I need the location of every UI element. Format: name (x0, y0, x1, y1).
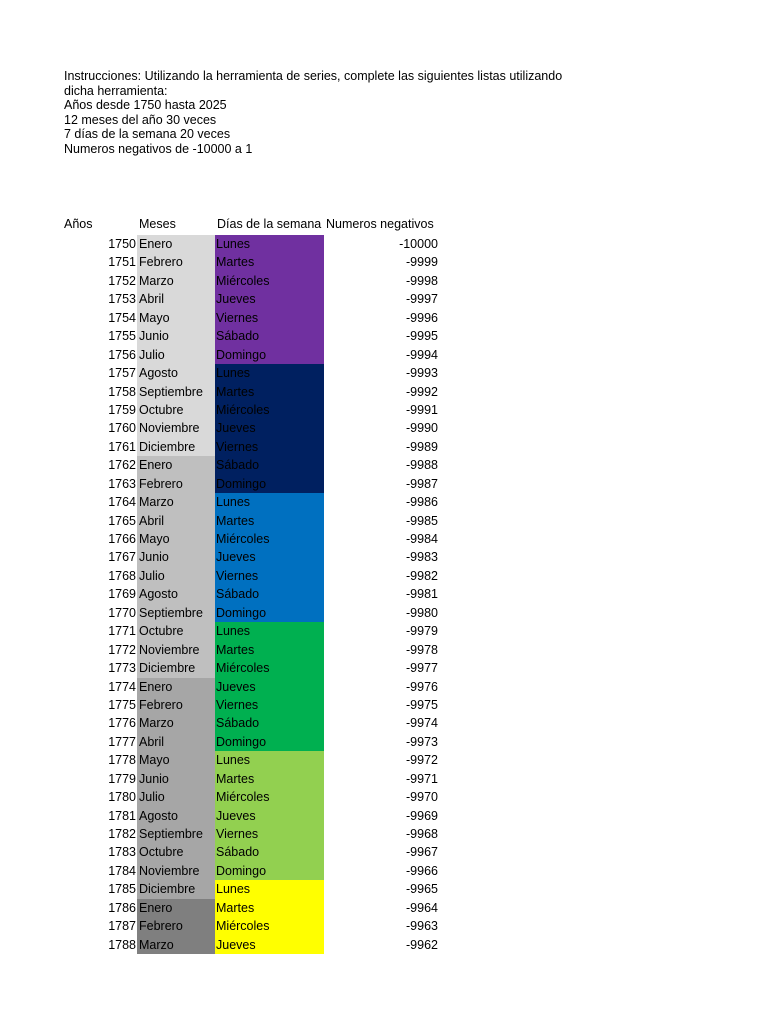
negative-cell[interactable]: -9976 (406, 679, 438, 694)
table-row (0, 714, 768, 732)
day-cell[interactable]: Sábado (215, 327, 324, 345)
negative-cell[interactable]: -9963 (406, 919, 438, 934)
negative-cell[interactable]: -9964 (406, 900, 438, 915)
table-row (0, 862, 768, 880)
month-cell[interactable]: Agosto (137, 364, 215, 382)
year-cell[interactable]: 1761 (108, 439, 136, 454)
year-cell[interactable]: 1776 (108, 716, 136, 731)
month-cell[interactable]: Enero (137, 899, 215, 917)
day-cell[interactable]: Jueves (215, 807, 324, 825)
day-cell[interactable]: Miércoles (215, 272, 324, 290)
day-cell[interactable]: Lunes (215, 364, 324, 382)
year-cell[interactable]: 1781 (108, 808, 136, 823)
day-cell[interactable]: Lunes (215, 493, 324, 511)
day-cell[interactable]: Lunes (215, 880, 324, 898)
month-cell[interactable]: Julio (137, 788, 215, 806)
negative-cell[interactable]: -9993 (406, 366, 438, 381)
day-cell[interactable]: Viernes (215, 696, 324, 714)
month-cell[interactable]: Diciembre (137, 659, 215, 677)
table-row (0, 475, 768, 493)
year-cell[interactable]: 1754 (108, 310, 136, 325)
negative-cell[interactable]: -9970 (406, 790, 438, 805)
year-cell[interactable]: 1780 (108, 790, 136, 805)
table-row (0, 899, 768, 917)
table-row (0, 512, 768, 530)
day-cell[interactable]: Martes (215, 770, 324, 788)
month-cell[interactable]: Noviembre (137, 862, 215, 880)
year-cell[interactable]: 1762 (108, 458, 136, 473)
negative-cell[interactable]: -9992 (406, 384, 438, 399)
table-row (0, 383, 768, 401)
month-cell[interactable]: Junio (137, 770, 215, 788)
table-row (0, 419, 768, 437)
day-cell[interactable]: Martes (215, 383, 324, 401)
day-cell[interactable]: Miércoles (215, 788, 324, 806)
year-cell[interactable]: 1757 (108, 366, 136, 381)
month-cell[interactable]: Enero (137, 235, 215, 253)
instruction-line: dicha herramienta: (64, 83, 168, 98)
month-cell[interactable]: Octubre (137, 622, 215, 640)
month-cell[interactable]: Noviembre (137, 419, 215, 437)
year-cell[interactable]: 1760 (108, 421, 136, 436)
month-cell[interactable]: Diciembre (137, 880, 215, 898)
day-cell[interactable]: Sábado (215, 714, 324, 732)
month-cell[interactable]: Agosto (137, 585, 215, 603)
year-cell[interactable]: 1756 (108, 347, 136, 362)
month-cell[interactable]: Febrero (137, 696, 215, 714)
table-row (0, 936, 768, 954)
negative-cell[interactable]: -9978 (406, 642, 438, 657)
year-cell[interactable]: 1774 (108, 679, 136, 694)
table-row (0, 401, 768, 419)
year-cell[interactable]: 1772 (108, 642, 136, 657)
month-cell[interactable]: Diciembre (137, 438, 215, 456)
month-cell[interactable]: Julio (137, 346, 215, 364)
month-cell[interactable]: Abril (137, 290, 215, 308)
year-cell[interactable]: 1773 (108, 661, 136, 676)
year-cell[interactable]: 1759 (108, 402, 136, 417)
instruction-line: 12 meses del año 30 veces (64, 112, 217, 127)
day-cell[interactable]: Martes (215, 899, 324, 917)
negative-cell[interactable]: -9980 (406, 605, 438, 620)
year-cell[interactable]: 1775 (108, 697, 136, 712)
negative-cell[interactable]: -9995 (406, 329, 438, 344)
month-cell[interactable]: Febrero (137, 475, 215, 493)
month-cell[interactable]: Junio (137, 548, 215, 566)
table-row (0, 290, 768, 308)
day-cell[interactable]: Viernes (215, 567, 324, 585)
day-cell[interactable]: Miércoles (215, 659, 324, 677)
negative-cell[interactable]: -9991 (406, 402, 438, 417)
month-cell[interactable]: Abril (137, 733, 215, 751)
negative-cell[interactable]: -9972 (406, 753, 438, 768)
month-cell[interactable]: Marzo (137, 493, 215, 511)
year-cell[interactable]: 1778 (108, 753, 136, 768)
month-cell[interactable]: Junio (137, 327, 215, 345)
day-cell[interactable]: Jueves (215, 678, 324, 696)
year-cell[interactable]: 1755 (108, 329, 136, 344)
year-cell[interactable]: 1767 (108, 550, 136, 565)
year-cell[interactable]: 1763 (108, 476, 136, 491)
month-cell[interactable]: Mayo (137, 530, 215, 548)
negative-cell[interactable]: -9986 (406, 495, 438, 510)
negative-cell[interactable]: -9998 (406, 273, 438, 288)
year-cell[interactable]: 1766 (108, 532, 136, 546)
year-cell[interactable]: 1771 (108, 624, 136, 639)
year-cell[interactable]: 1784 (108, 863, 136, 878)
year-cell[interactable]: 1758 (108, 384, 136, 399)
month-cell[interactable]: Marzo (137, 272, 215, 290)
table-row (0, 456, 768, 474)
month-cell[interactable]: Enero (137, 456, 215, 474)
negative-cell[interactable]: -9984 (406, 532, 438, 546)
month-cell[interactable]: Enero (137, 678, 215, 696)
negative-cell[interactable]: -9994 (406, 347, 438, 362)
month-cell[interactable]: Septiembre (137, 604, 215, 622)
negative-cell[interactable]: -9967 (406, 845, 438, 860)
day-cell[interactable]: Jueves (215, 290, 324, 308)
year-cell[interactable]: 1752 (108, 273, 136, 288)
year-cell[interactable]: 1787 (108, 919, 136, 934)
day-cell[interactable]: Viernes (215, 825, 324, 843)
negative-cell[interactable]: -9975 (406, 697, 438, 712)
negative-cell[interactable]: -9962 (406, 937, 438, 952)
day-cell[interactable]: Miércoles (215, 530, 324, 548)
year-cell[interactable]: 1785 (108, 882, 136, 897)
day-cell[interactable]: Sábado (215, 843, 324, 861)
day-cell[interactable]: Lunes (215, 622, 324, 640)
negative-cell[interactable]: -9965 (406, 882, 438, 897)
month-cell[interactable]: Mayo (137, 751, 215, 769)
table-row (0, 659, 768, 677)
year-cell[interactable]: 1782 (108, 827, 136, 841)
instruction-line: Años desde 1750 hasta 2025 (64, 98, 227, 113)
negative-cell[interactable]: -9974 (406, 716, 438, 731)
table-row (0, 880, 768, 898)
table-row (0, 622, 768, 640)
month-cell[interactable]: Septiembre (137, 825, 215, 843)
day-cell[interactable]: Lunes (215, 751, 324, 769)
table-row (0, 253, 768, 271)
negative-cell[interactable]: -9981 (406, 587, 438, 602)
year-cell[interactable]: 1777 (108, 734, 136, 749)
table-row (0, 751, 768, 769)
negative-cell[interactable]: -9985 (406, 513, 438, 528)
negative-cell[interactable]: -10000 (399, 237, 438, 251)
day-cell[interactable]: Martes (215, 512, 324, 530)
negative-cell[interactable]: -9973 (406, 734, 438, 749)
table-row (0, 493, 768, 511)
table-row (0, 641, 768, 659)
negative-cell[interactable]: -9966 (406, 863, 438, 878)
year-cell[interactable]: 1779 (108, 771, 136, 786)
month-cell[interactable]: Febrero (137, 917, 215, 935)
year-cell[interactable]: 1788 (108, 937, 136, 952)
table-row (0, 825, 768, 843)
month-cell[interactable]: Noviembre (137, 641, 215, 659)
table-row (0, 917, 768, 935)
month-cell[interactable]: Febrero (137, 253, 215, 271)
table-row (0, 235, 768, 253)
instructions (64, 69, 562, 157)
table-row (0, 438, 768, 456)
year-cell[interactable]: 1750 (108, 237, 136, 251)
table-row (0, 364, 768, 382)
table-row (0, 696, 768, 714)
negative-cell[interactable]: -9988 (406, 458, 438, 473)
day-cell[interactable]: Sábado (215, 456, 324, 474)
day-cell[interactable]: Viernes (215, 309, 324, 327)
day-cell[interactable]: Domingo (215, 346, 324, 364)
year-cell[interactable]: 1768 (108, 568, 136, 583)
day-cell[interactable]: Lunes (215, 235, 324, 253)
negative-cell[interactable]: -9977 (406, 661, 438, 676)
day-cell[interactable]: Viernes (215, 438, 324, 456)
table-row (0, 733, 768, 751)
table-row (0, 309, 768, 327)
instruction-line: 7 días de la semana 20 veces (64, 127, 231, 142)
table-row (0, 327, 768, 345)
negative-cell[interactable]: -9987 (406, 476, 438, 491)
year-cell[interactable]: 1769 (108, 587, 136, 602)
header-days[interactable]: Días de la semana (217, 217, 322, 231)
table-row (0, 843, 768, 861)
year-cell[interactable]: 1765 (108, 513, 136, 528)
header-negatives[interactable]: Numeros negativos (326, 217, 434, 231)
table-row (0, 770, 768, 788)
day-cell[interactable]: Sábado (215, 585, 324, 603)
day-cell[interactable]: Domingo (215, 475, 324, 493)
month-cell[interactable]: Octubre (137, 401, 215, 419)
negative-cell[interactable]: -9990 (406, 421, 438, 436)
data-table (0, 235, 768, 954)
year-cell[interactable]: 1751 (108, 255, 136, 270)
month-cell[interactable]: Abril (137, 512, 215, 530)
day-cell[interactable]: Jueves (215, 936, 324, 954)
table-row (0, 272, 768, 290)
day-cell[interactable]: Jueves (215, 548, 324, 566)
table-row (0, 678, 768, 696)
month-cell[interactable]: Agosto (137, 807, 215, 825)
year-cell[interactable]: 1786 (108, 900, 136, 915)
day-cell[interactable]: Miércoles (215, 917, 324, 935)
year-cell[interactable]: 1783 (108, 845, 136, 860)
negative-cell[interactable]: -9969 (406, 808, 438, 823)
month-cell[interactable]: Julio (137, 567, 215, 585)
day-cell[interactable]: Martes (215, 641, 324, 659)
negative-cell[interactable]: -9999 (406, 255, 438, 270)
negative-cell[interactable]: -9983 (406, 550, 438, 565)
day-cell[interactable]: Domingo (215, 862, 324, 880)
header-years[interactable]: Años (64, 217, 93, 231)
negative-cell[interactable]: -9971 (406, 771, 438, 786)
table-row (0, 807, 768, 825)
year-cell[interactable]: 1764 (108, 495, 136, 510)
month-cell[interactable]: Marzo (137, 936, 215, 954)
table-row (0, 530, 768, 548)
day-cell[interactable]: Domingo (215, 604, 324, 622)
year-cell[interactable]: 1753 (108, 292, 136, 307)
instruction-line: Instrucciones: Utilizando la herramienta de series, complete las siguientes listas utilizando (64, 69, 563, 83)
negative-cell[interactable]: -9979 (406, 624, 438, 639)
table-row (0, 567, 768, 585)
negative-cell[interactable]: -9997 (406, 292, 438, 307)
negative-cell[interactable]: -9989 (406, 439, 438, 454)
table-row (0, 585, 768, 603)
table-row (0, 788, 768, 806)
header-months[interactable]: Meses (139, 217, 176, 231)
table-row (0, 346, 768, 364)
table-row (0, 604, 768, 622)
day-cell[interactable]: Domingo (215, 733, 324, 751)
negative-cell[interactable]: -9982 (406, 568, 438, 583)
table-row (0, 548, 768, 566)
month-cell[interactable]: Marzo (137, 714, 215, 732)
month-cell[interactable]: Octubre (137, 843, 215, 861)
day-cell[interactable]: Miércoles (215, 401, 324, 419)
year-cell[interactable]: 1770 (108, 605, 136, 620)
day-cell[interactable]: Martes (215, 253, 324, 271)
instruction-line: Numeros negativos de -10000 a 1 (64, 141, 253, 156)
day-cell[interactable]: Jueves (215, 419, 324, 437)
month-cell[interactable]: Mayo (137, 309, 215, 327)
negative-cell[interactable]: -9968 (406, 827, 438, 841)
month-cell[interactable]: Septiembre (137, 383, 215, 401)
negative-cell[interactable]: -9996 (406, 310, 438, 325)
